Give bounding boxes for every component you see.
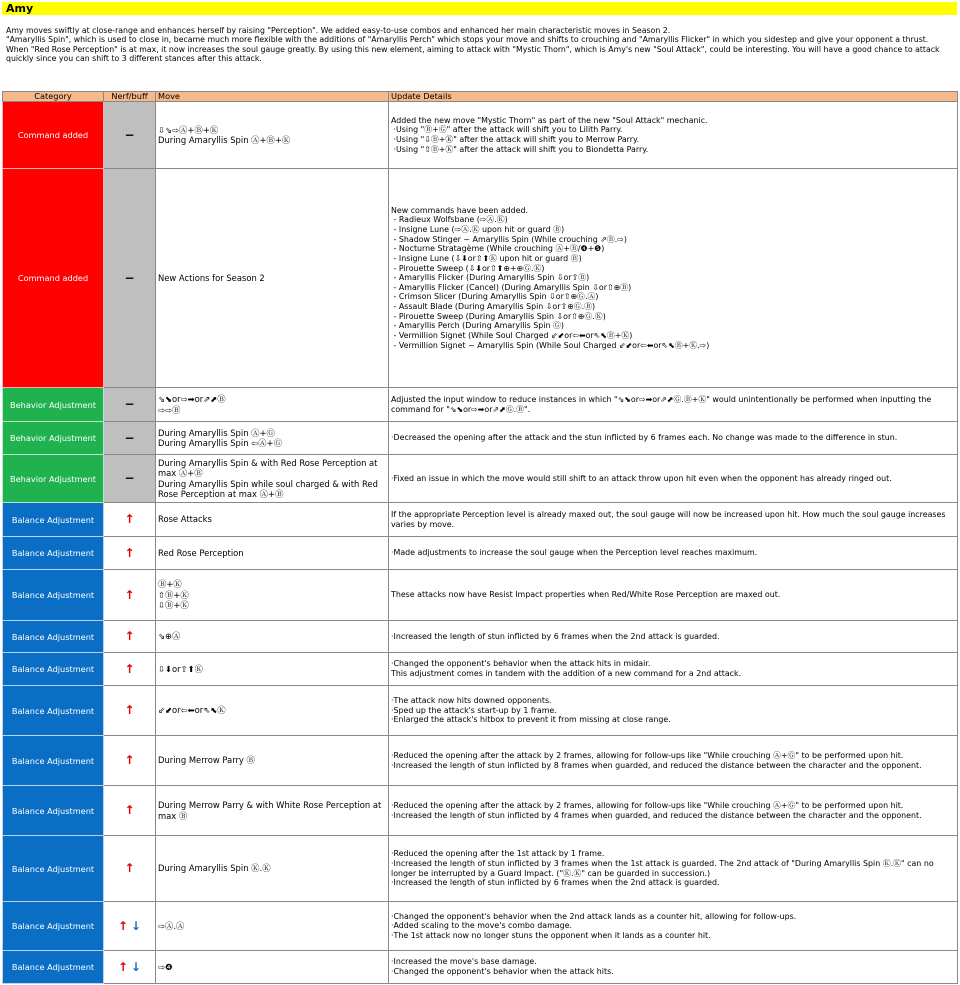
category-cell: Command added: [3, 102, 104, 169]
no-change-dash-icon: −: [124, 127, 135, 142]
move-line: ⇨❹: [158, 961, 173, 972]
table-row: [3, 503, 958, 537]
intro-paragraph: "Amaryllis Spin", which is used to close in, became much more flexible with the additions of "Amaryllis Perch" which stops your move and shifts to crouching and "Amaryllis Flicker" in which you sidestep and give your opponent a thrust.: [6, 35, 929, 45]
move-cell: [156, 388, 389, 422]
move-line: During Amaryllis Spin while soul charged & with Red: [158, 478, 378, 489]
nerf-buff-cell: [104, 455, 156, 503]
detail-line: - Amaryllis Flicker (Cancel) (During Amaryllis Spin ⇩or⇧⊕Ⓑ): [391, 282, 632, 292]
update-details-cell: [389, 653, 958, 686]
detail-line: If the appropriate Perception level is already maxed out, the soul gauge will now be increased upon hit. How much the soul gauge increases: [391, 509, 946, 519]
detail-line: ·Reduced the opening after the attack by 2 frames, allowing for follow-ups like "While crouching Ⓐ+Ⓖ" to be performed upon hit.: [391, 750, 904, 760]
category-cell: Balance Adjustment: [3, 537, 104, 570]
move-line: max Ⓑ: [158, 810, 188, 821]
table-row: [3, 388, 958, 422]
move-cell: [156, 951, 389, 984]
detail-line: ·Increased the length of stun inflicted by 6 frames when the 2nd attack is guarded.: [391, 631, 720, 641]
category-cell: Command added: [3, 169, 104, 388]
buff-arrow-up-icon: ↑: [124, 703, 135, 718]
nerf-buff-cell: [104, 686, 156, 736]
buff-arrow-up-icon: ↑: [124, 803, 135, 818]
detail-line: - Radieux Wolfsbane (⇨Ⓐ.Ⓚ): [391, 215, 508, 225]
category-cell: Balance Adjustment: [3, 621, 104, 653]
detail-line: Adjusted the input window to reduce instances in which "⇘⬊or⇨➡or⇗⬈Ⓖ.Ⓑ+Ⓚ" would unintentionally be performed when inputting the: [391, 394, 932, 404]
move-cell: [156, 169, 389, 388]
buff-arrow-up-icon: ↑: [124, 545, 135, 560]
move-cell: [156, 422, 389, 455]
update-details-cell: [389, 570, 958, 621]
header-nerf-buff: Nerf/buff: [104, 92, 156, 102]
update-details-cell: [389, 621, 958, 653]
move-cell: [156, 786, 389, 836]
detail-line: ·Increased the length of stun inflicted by 3 frames when the 1st attack is guarded. The 2nd attack of "During Amaryllis Spin Ⓚ.Ⓚ" can no: [391, 858, 934, 868]
detail-line: - Shadow Stinger ~ Amaryllis Spin (While crouching ⇗Ⓑ.⇨): [391, 234, 627, 244]
move-line: During Merrow Parry Ⓑ: [158, 755, 255, 766]
header-update-details: Update Details: [389, 92, 958, 102]
detail-line: - Amaryllis Flicker (During Amaryllis Spin ⇩or⇧Ⓑ): [391, 273, 590, 283]
move-line: Red Rose Perception: [158, 547, 244, 558]
no-change-dash-icon: −: [124, 430, 135, 445]
intro-text: [6, 26, 954, 88]
category-cell: Behavior Adjustment: [3, 422, 104, 455]
update-details-cell: [389, 388, 958, 422]
detail-line: ·Changed the opponent's behavior when the attack hits.: [391, 967, 614, 976]
move-line: ⇨⇨Ⓑ: [158, 404, 181, 415]
update-details-cell: [389, 455, 958, 503]
detail-line: - Vermillion Signet ~ Amaryllis Spin (While Soul Charged ⇙⬋or⇦⬅or⇖⬉Ⓑ+Ⓚ.⇨): [391, 340, 710, 350]
nerf-buff-cell: [104, 653, 156, 686]
detail-line: ·Changed the opponent's behavior when the attack hits in midair.: [391, 659, 651, 669]
category-cell: Balance Adjustment: [3, 653, 104, 686]
no-change-dash-icon: −: [124, 397, 135, 412]
detail-line: ·Added scaling to the move's combo damage.: [391, 921, 572, 931]
update-details-cell: [389, 951, 958, 984]
detail-line: varies by move.: [391, 519, 455, 529]
detail-line: - Assault Blade (During Amaryllis Spin ⇩or⇧⊕Ⓖ.Ⓑ): [391, 302, 596, 312]
detail-line: ·Decreased the opening after the attack and the stun inflicted by 6 frames each. No change was made to the difference in stun.: [391, 433, 898, 443]
update-details-cell: [389, 102, 958, 169]
nerf-buff-cell: [104, 902, 156, 951]
update-details-cell: [389, 422, 958, 455]
table-row: [3, 686, 958, 736]
nerf-buff-cell: [104, 537, 156, 570]
move-cell: [156, 570, 389, 621]
update-details-cell: [389, 902, 958, 951]
move-line: ⇩⇘⇨Ⓐ+Ⓑ+Ⓚ: [158, 124, 219, 135]
move-line: During Amaryllis Spin Ⓚ.Ⓚ: [158, 863, 271, 874]
move-line: ⇨Ⓐ.Ⓐ: [158, 920, 185, 931]
detail-line: ·Made adjustments to increase the soul gauge when the Perception level reaches maximum.: [391, 548, 758, 558]
move-line: New Actions for Season 2: [158, 272, 265, 283]
nerf-buff-cell: [104, 169, 156, 388]
update-table: [2, 91, 958, 984]
update-details-cell: [389, 169, 958, 388]
detail-line: command for "⇘⬊or⇨➡or⇗⬈Ⓖ.Ⓑ".: [391, 404, 531, 414]
move-line: Rose Perception at max Ⓐ+Ⓑ: [158, 489, 284, 499]
move-cell: [156, 621, 389, 653]
detail-line: These attacks now have Resist Impact properties when Red/White Rose Perception are maxed out.: [391, 590, 781, 600]
category-cell: Balance Adjustment: [3, 570, 104, 621]
move-line: ⇩Ⓑ+Ⓚ: [158, 600, 189, 611]
intro-paragraph: When "Red Rose Perception" is at max, it now increases the soul gauge greatly. By using this new element, aiming to attack with "Mystic Thorn", which is Amy's new "Soul Attack", could be interesting. You will have a good chance to attack quickly since you can shift to 3 different stances after this attack.: [6, 44, 940, 64]
detail-line: ·Increased the length of stun inflicted by 6 frames when the 2nd attack is guarded.: [391, 878, 720, 888]
nerf-buff-cell: [104, 388, 156, 422]
table-row: [3, 653, 958, 686]
move-line: During Merrow Parry & with White Rose Perception at: [158, 800, 382, 810]
nerf-buff-cell: [104, 736, 156, 786]
category-cell: Balance Adjustment: [3, 902, 104, 951]
nerf-buff-cell: [104, 570, 156, 621]
detail-line: ·Using "Ⓑ+Ⓖ" after the attack will shift you to Lilith Parry.: [391, 125, 623, 135]
nerf-buff-cell: [104, 951, 156, 984]
buff-arrow-up-icon: ↑: [118, 918, 129, 933]
move-line: During Amaryllis Spin Ⓐ+Ⓑ+Ⓚ: [158, 135, 291, 145]
update-details-cell: [389, 503, 958, 537]
buff-arrow-up-icon: ↑: [118, 959, 129, 974]
nerf-buff-cell: [104, 786, 156, 836]
category-cell: Balance Adjustment: [3, 686, 104, 736]
category-cell: Balance Adjustment: [3, 951, 104, 984]
detail-line: longer be interrupted by a Guard Impact. ("Ⓚ.Ⓚ" can be guarded in succession.): [391, 868, 711, 878]
table-row: [3, 455, 958, 503]
detail-line: ·Increased the move's base damage.: [391, 957, 537, 967]
nerf-arrow-down-icon: ↓: [130, 918, 141, 933]
category-cell: Behavior Adjustment: [3, 455, 104, 503]
move-cell: [156, 653, 389, 686]
header-category: Category: [3, 92, 104, 102]
nerf-arrow-down-icon: ↓: [130, 959, 141, 974]
buff-arrow-up-icon: ↑: [124, 861, 135, 876]
buff-arrow-up-icon: ↑: [124, 587, 135, 602]
category-cell: Balance Adjustment: [3, 786, 104, 836]
update-details-cell: [389, 686, 958, 736]
move-cell: [156, 102, 389, 169]
category-cell: Balance Adjustment: [3, 503, 104, 537]
table-row: [3, 169, 958, 388]
detail-line: ·Sped up the attack's start-up by 1 frame.: [391, 705, 557, 715]
category-cell: Behavior Adjustment: [3, 388, 104, 422]
move-cell: [156, 503, 389, 537]
table-row: [3, 537, 958, 570]
nerf-buff-cell: [104, 836, 156, 902]
move-cell: [156, 902, 389, 951]
detail-line: This adjustment comes in tandem with the addition of a new command for a 2nd attack.: [391, 669, 742, 678]
move-cell: [156, 736, 389, 786]
move-line: During Amaryllis Spin Ⓐ+Ⓖ: [158, 427, 275, 438]
detail-line: - Pirouette Sweep (During Amaryllis Spin ⇩or⇧⊕Ⓖ.Ⓚ): [391, 311, 606, 321]
detail-line: - Crimson Slicer (During Amaryllis Spin ⇩or⇧⊕Ⓖ.Ⓐ): [391, 292, 599, 302]
table-row: [3, 570, 958, 621]
move-cell: [156, 455, 389, 503]
detail-line: ·Reduced the opening after the 1st attack by 1 frame.: [391, 849, 605, 859]
buff-arrow-up-icon: ↑: [124, 661, 135, 676]
category-cell: Balance Adjustment: [3, 836, 104, 902]
detail-line: ·Using "⇩Ⓑ+Ⓚ" after the attack will shift you to Merrow Parry.: [391, 135, 640, 144]
table-row: [3, 836, 958, 902]
move-line: Rose Attacks: [158, 514, 212, 525]
detail-line: - Insigne Lune (⇨Ⓐ.Ⓚ upon hit or guard Ⓑ): [391, 224, 565, 234]
buff-arrow-up-icon: ↑: [124, 753, 135, 768]
table-row: [3, 951, 958, 984]
detail-line: - Nocturne Stratagème (While crouching Ⓐ+Ⓑ/❹+❺): [391, 244, 605, 254]
move-line: ⇩⬇or⇧⬆Ⓚ: [158, 663, 204, 674]
detail-line: - Pirouette Sweep (⇩⬇or⇧⬆⊕+⊕Ⓖ.Ⓚ): [391, 263, 545, 273]
nerf-buff-cell: [104, 102, 156, 169]
move-line: max Ⓐ+Ⓑ: [158, 468, 203, 478]
table-row: [3, 786, 958, 836]
buff-arrow-up-icon: ↑: [124, 629, 135, 644]
detail-line: New commands have been added.: [391, 205, 529, 215]
update-details-cell: [389, 836, 958, 902]
detail-line: ·Reduced the opening after the attack by 2 frames, allowing for follow-ups like "While crouching Ⓐ+Ⓖ" to be performed upon hit.: [391, 800, 904, 810]
detail-line: ·Enlarged the attack's hitbox to prevent it from missing at close range.: [391, 715, 671, 725]
detail-line: ·The attack now hits downed opponents.: [391, 696, 552, 706]
move-cell: [156, 686, 389, 736]
nerf-buff-cell: [104, 422, 156, 455]
buff-arrow-up-icon: ↑: [124, 512, 135, 527]
move-line: ⇙⬋or⇦⬅or⇖⬉Ⓚ: [158, 705, 226, 716]
table-row: [3, 621, 958, 653]
header-move: Move: [156, 92, 389, 102]
move-line: ⇘⊕Ⓐ: [158, 631, 181, 642]
move-line: Ⓑ+Ⓚ: [158, 579, 182, 590]
table-header-row: [3, 92, 958, 102]
table-row: [3, 902, 958, 951]
detail-line: - Insigne Lune (⇩⬇or⇧⬆Ⓚ upon hit or guard Ⓑ): [391, 253, 582, 263]
table-row: [3, 736, 958, 786]
detail-line: ·Increased the length of stun inflicted by 4 frames when guarded, and reduced the distance between the character and the opponent.: [391, 810, 922, 820]
detail-line: ·Using "⇧Ⓑ+Ⓚ" after the attack will shift you to Biondetta Parry.: [391, 144, 649, 154]
detail-line: ·Fixed an issue in which the move would still shift to an attack throw upon hit even when the opponent has already ringed out.: [391, 473, 892, 483]
move-cell: [156, 537, 389, 570]
no-change-dash-icon: −: [124, 270, 135, 285]
move-line: ⇘⬊or⇨➡or⇗⬈Ⓑ: [158, 394, 226, 404]
table-row: [3, 422, 958, 455]
table-body: [3, 102, 958, 984]
move-cell: [156, 836, 389, 902]
update-details-cell: [389, 736, 958, 786]
update-details-cell: [389, 786, 958, 836]
detail-line: ·The 1st attack now no longer stuns the opponent when it lands as a counter hit.: [391, 930, 711, 940]
detail-line: ·Increased the length of stun inflicted by 8 frames when guarded, and reduced the distance between the character and the opponent.: [391, 760, 922, 770]
detail-line: ·Changed the opponent's behavior when the 2nd attack lands as a counter hit, allowing for follow-ups.: [391, 911, 797, 921]
page-title: Amy: [2, 2, 957, 15]
no-change-dash-icon: −: [124, 471, 135, 486]
intro-paragraph: Amy moves swiftly at close-range and enhances herself by raising "Perception". We added easy-to-use combos and enhanced her main characteristic moves in Season 2.: [6, 26, 671, 35]
detail-line: - Vermillion Signet (While Soul Charged ⇙⬋or⇦⬅or⇖⬉Ⓑ+Ⓚ): [391, 331, 633, 341]
detail-line: Added the new move "Mystic Thorn" as part of the new "Soul Attack" mechanic.: [391, 115, 708, 125]
category-cell: Balance Adjustment: [3, 736, 104, 786]
move-line: During Amaryllis Spin ⇦Ⓐ+Ⓖ: [158, 438, 282, 448]
table-row: [3, 102, 958, 169]
move-line: ⇧Ⓑ+Ⓚ: [158, 589, 189, 600]
nerf-buff-cell: [104, 503, 156, 537]
detail-line: - Amaryllis Perch (During Amaryllis Spin Ⓖ): [391, 321, 564, 331]
nerf-buff-cell: [104, 621, 156, 653]
move-line: During Amaryllis Spin & with Red Rose Perception at: [158, 457, 378, 468]
update-details-cell: [389, 537, 958, 570]
